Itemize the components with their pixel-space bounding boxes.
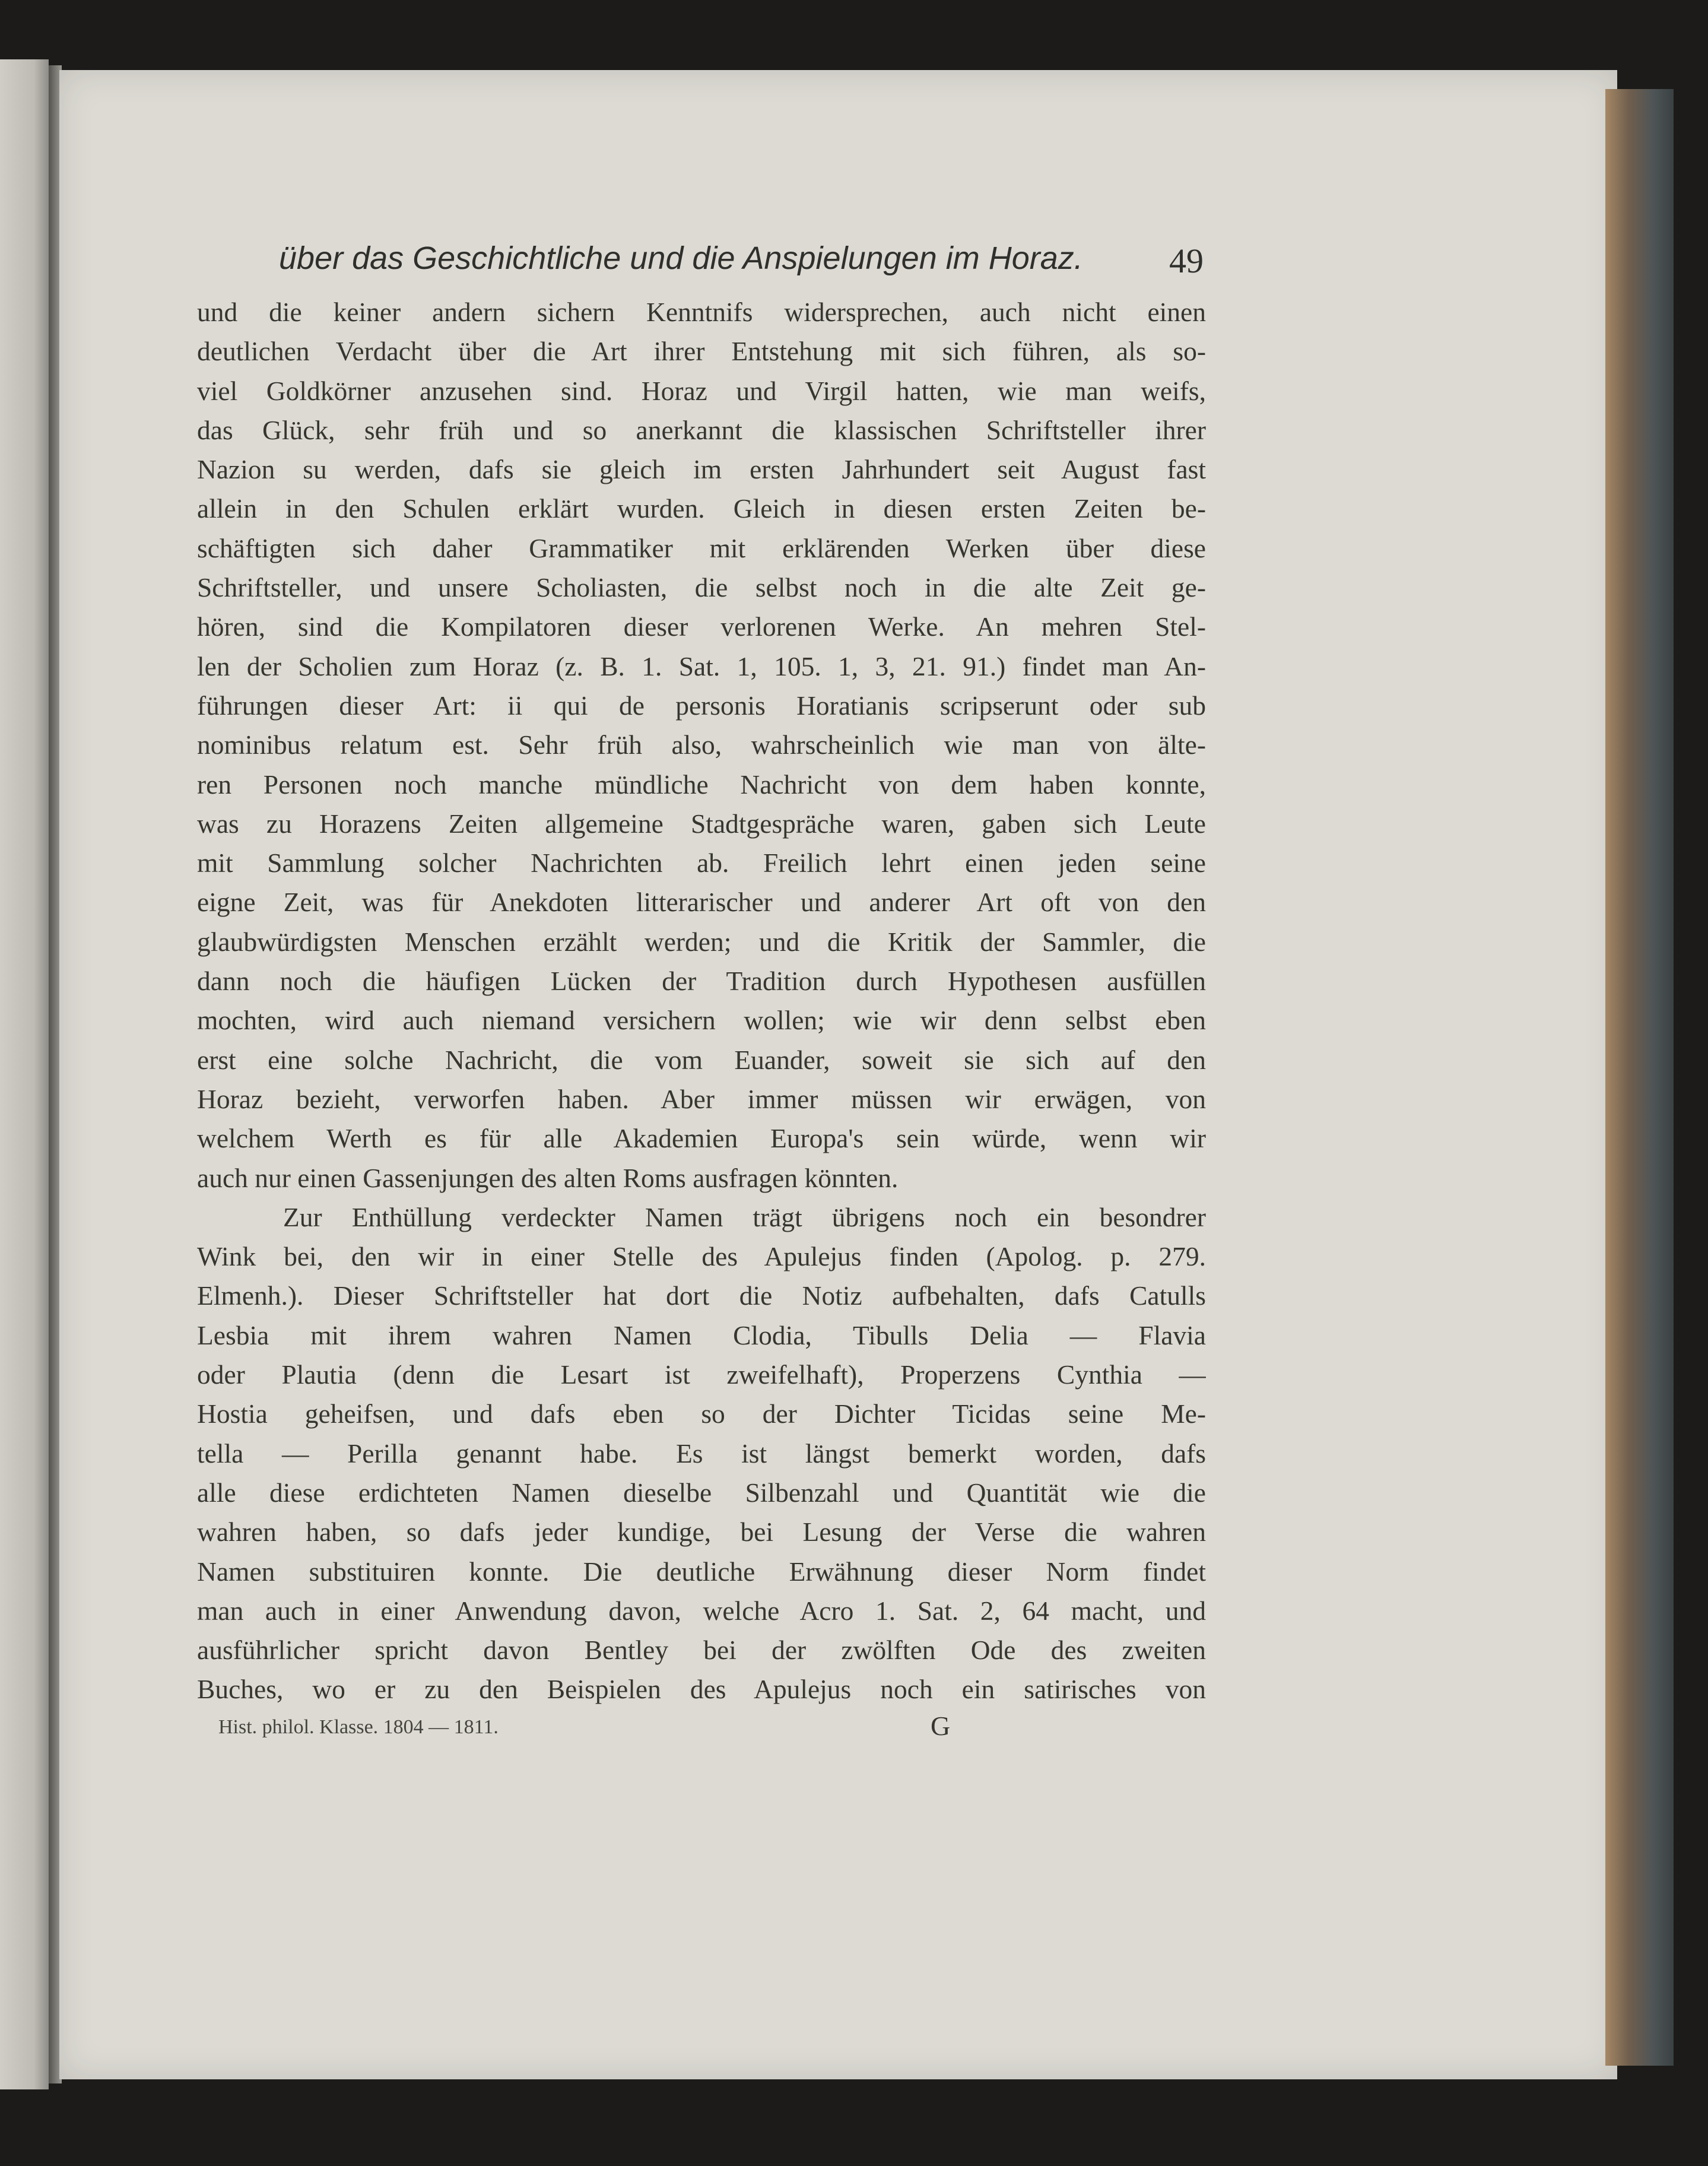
text-line: Nazion su werden, dafs sie gleich im ersten Jahrhundert seit August fast — [197, 454, 1206, 485]
text-line: Elmenh.). Dieser Schriftsteller hat dort die Notiz aufbehalten, dafs Catulls — [197, 1280, 1206, 1311]
text-line: führungen dieser Art: ii qui de personis Horatianis scripserunt oder sub — [197, 690, 1206, 721]
text-line: oder Plautia (denn die Lesart ist zweifelhaft), Properzens Cynthia — — [197, 1359, 1206, 1390]
text-line: Namen substituiren konnte. Die deutliche Erwähnung dieser Norm findet — [197, 1556, 1206, 1587]
text-line: was zu Horazens Zeiten allgemeine Stadtgespräche waren, gaben sich Leute — [197, 808, 1206, 839]
text-line: Horaz bezieht, verworfen haben. Aber immer müssen wir erwägen, von — [197, 1083, 1206, 1114]
text-line: viel Goldkörner anzusehen sind. Horaz und Virgil hatten, wie man weifs, — [197, 375, 1206, 406]
text-line: Wink bei, den wir in einer Stelle des Apulejus finden (Apolog. p. 279. — [197, 1241, 1206, 1272]
text-line: mochten, wird auch niemand versichern wollen; wie wir denn selbst eben — [197, 1005, 1206, 1036]
text-line: auch nur einen Gassenjungen des alten Roms ausfragen könnten. — [197, 1162, 899, 1193]
text-line: nominibus relatum est. Sehr früh also, wahrscheinlich wie man von älte- — [197, 730, 1206, 760]
facing-page-edge — [0, 59, 49, 2089]
text-line: und die keiner andern sichern Kenntnifs widersprechen, auch nicht einen — [197, 297, 1206, 327]
text-line: eigne Zeit, was für Anekdoten litterarischer und anderer Art oft von den — [197, 887, 1206, 918]
text-line: Lesbia mit ihrem wahren Namen Clodia, Tibulls Delia — Flavia — [197, 1320, 1206, 1350]
text-line: tella — Perilla genannt habe. Es ist längst bemerkt worden, dafs — [197, 1438, 1206, 1469]
footer-series-note: Hist. philol. Klasse. 1804 — 1811. — [218, 1716, 499, 1738]
text-line: ausführlicher spricht davon Bentley bei der zwölften Ode des zweiten — [197, 1635, 1206, 1666]
signature-mark: G — [931, 1711, 951, 1741]
page-number: 49 — [1169, 242, 1204, 280]
text-line: glaubwürdigsten Menschen erzählt werden; und die Kritik der Sammler, die — [197, 926, 1206, 957]
text-line: welchem Werth es für alle Akademien Europa's sein würde, wenn wir — [197, 1123, 1206, 1154]
text-line: Hostia geheifsen, und dafs eben so der Dichter Ticidas seine Me- — [197, 1398, 1206, 1429]
text-line: Schriftsteller, und unsere Scholiasten, die selbst noch in die alte Zeit ge- — [197, 572, 1206, 603]
text-line: allein in den Schulen erklärt wurden. Gleich in diesen ersten Zeiten be- — [197, 493, 1206, 524]
text-line: len der Scholien zum Horaz (z. B. 1. Sat. 1, 105. 1, 3, 21. 91.) findet man An- — [197, 651, 1206, 681]
text-line: das Glück, sehr früh und so anerkannt die klassischen Schriftsteller ihrer — [197, 414, 1206, 445]
running-title: über das Geschichtliche und die Anspielungen im Horaz. — [279, 240, 1083, 276]
text-line: deutlichen Verdacht über die Art ihrer Entstehung mit sich führen, als so- — [197, 336, 1206, 367]
text-line: Buches, wo er zu den Beispielen des Apulejus noch ein satirisches von — [197, 1674, 1206, 1705]
page-edges — [1605, 89, 1674, 2066]
text-line: ren Personen noch manche mündliche Nachricht von dem haben konnte, — [197, 769, 1206, 800]
body-text — [197, 293, 1206, 1710]
text-line: wahren haben, so dafs jeder kundige, bei Lesung der Verse die wahren — [197, 1517, 1206, 1547]
text-line: dann noch die häufigen Lücken der Tradition durch Hypothesen ausfüllen — [197, 966, 1206, 997]
text-line: alle diese erdichteten Namen dieselbe Silbenzahl und Quantität wie die — [197, 1477, 1206, 1508]
text-line: hören, sind die Kompilatoren dieser verlorenen Werke. An mehren Stel- — [197, 611, 1206, 642]
text-line: mit Sammlung solcher Nachrichten ab. Freilich lehrt einen jeden seine — [197, 848, 1206, 879]
text-line: man auch in einer Anwendung davon, welche Acro 1. Sat. 2, 64 macht, und — [197, 1595, 1206, 1626]
text-line: schäftigten sich daher Grammatiker mit erklärenden Werken über diese — [197, 532, 1206, 563]
text-line: erst eine solche Nachricht, die vom Euander, soweit sie sich auf den — [197, 1044, 1206, 1075]
text-line: Zur Enthüllung verdeckter Namen trägt übrigens noch ein besondrer — [283, 1201, 1206, 1232]
